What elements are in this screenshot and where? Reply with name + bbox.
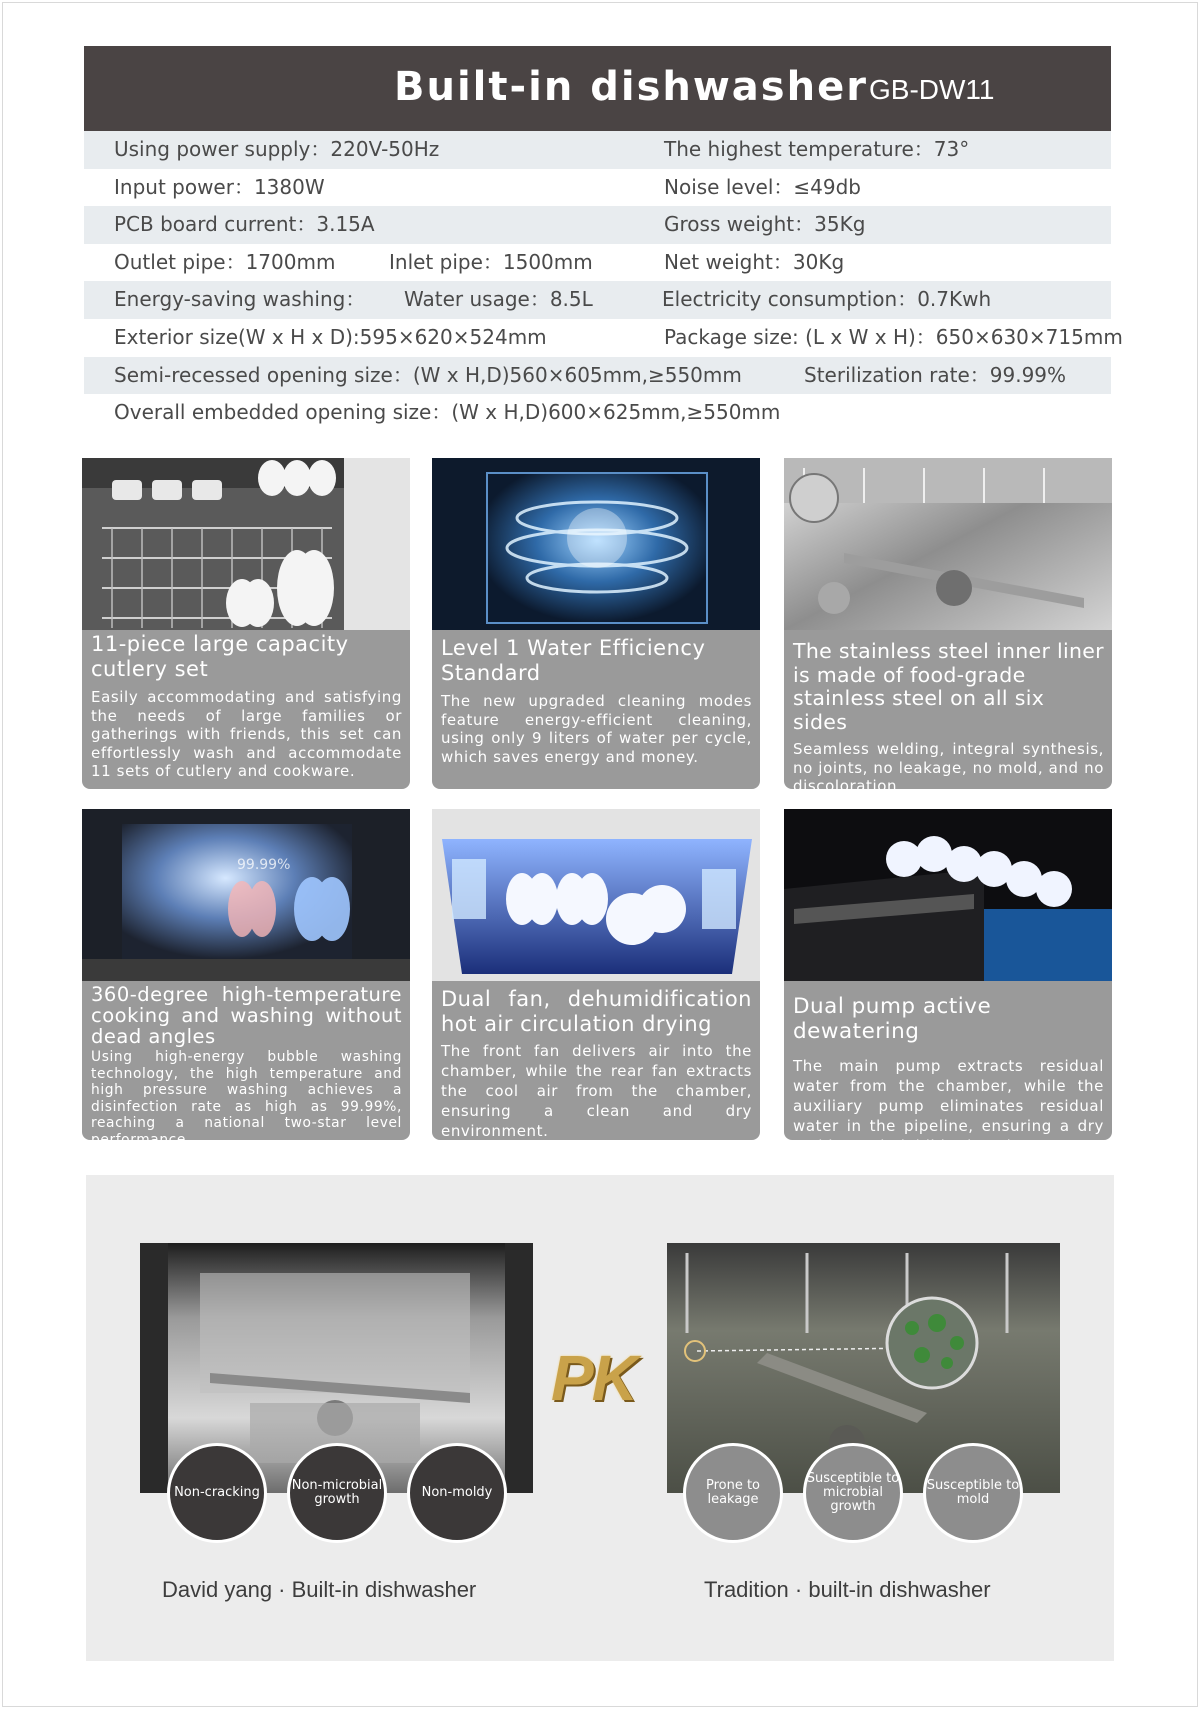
high-temperature-photo [82, 809, 410, 981]
feature-caption [441, 987, 752, 1141]
comparison-section [86, 1175, 1114, 1661]
spec-row [84, 394, 1111, 432]
feature-description: The front fan delivers air into the chamber, while the rear fan extracts the cool air from the chamber, ensuring a clean and dry environment. [441, 1042, 752, 1140]
header-bar [84, 46, 1111, 131]
spec-table [84, 131, 1123, 432]
feature-description: The new upgraded cleaning modes feature energy-efficient cleaning, using only 9 liters of water per cycle, which saves energy and money. [441, 692, 752, 766]
feature-card [784, 458, 1112, 795]
spec-package-size: Package size: (L x W x H)：650×630×715mm [664, 324, 1123, 349]
david-yang-caption: David yang · Built-in dishwasher [162, 1577, 477, 1602]
feature-card [432, 458, 760, 789]
feature-title: Dual fan, dehumidification hot air circulation drying [441, 987, 752, 1036]
spec-row [84, 281, 1111, 319]
feature-caption [793, 640, 1104, 796]
sterilization-overlay-label: 99.99% [237, 857, 291, 873]
feature-card [432, 809, 760, 1140]
feature-card [82, 458, 410, 789]
feature-caption [793, 994, 1104, 1156]
spec-water-usage: Water usage：8.5L [404, 287, 593, 312]
bubble-non-cracking: Non-cracking [167, 1443, 267, 1543]
spec-row [84, 206, 1111, 244]
feature-caption [91, 984, 402, 1148]
feature-title: Level 1 Water Efficiency Standard [441, 636, 706, 685]
feature-title: 11-piece large capacity cutlery set [91, 632, 349, 681]
bubble-non-moldy: Non-moldy [407, 1443, 507, 1543]
feature-title: Dual pump active dewatering [793, 994, 992, 1044]
page-title: Built-in dishwasher [394, 64, 868, 110]
feature-caption [441, 636, 752, 766]
bubble-susceptible-to-mold: Susceptible to mold [923, 1443, 1023, 1543]
stainless-liner-photo [784, 458, 1112, 630]
water-efficiency-photo [432, 458, 760, 630]
spec-outlet-pipe: Outlet pipe：1700mm [114, 249, 336, 274]
spec-row [84, 357, 1111, 395]
spec-energy-saving: Energy-saving washing： [114, 287, 366, 312]
feature-title: The stainless steel inner liner is made of food-grade stainless steel on all six sides [793, 639, 1104, 734]
feature-description: The main pump extracts residual water from the chamber, while the auxiliary pump eliminates residual water in the pipeline, ensuring a dry and bacteria-inhibited environment. [793, 1057, 1104, 1155]
model-number: GB-DW11 [869, 74, 995, 105]
cutlery-rack-photo [82, 458, 410, 630]
feature-card [784, 809, 1112, 1155]
bubble-non-microbial-growth: Non-microbial growth [287, 1443, 387, 1543]
spec-row [84, 244, 1111, 282]
spec-row [84, 169, 1111, 207]
spec-input-power: Input power：1380W [114, 174, 325, 199]
spec-gross-weight: Gross weight：35Kg [664, 212, 866, 237]
pk-emblem: PK [551, 1342, 636, 1414]
spec-highest-temperature: The highest temperature：73° [664, 137, 970, 161]
spec-row [84, 319, 1123, 357]
traditional-caption: Tradition · built-in dishwasher [704, 1577, 991, 1602]
spec-inlet-pipe: Inlet pipe：1500mm [389, 249, 593, 274]
spec-exterior-size: Exterior size(W x H x D):595×620×524mm [114, 324, 547, 349]
spec-row [84, 131, 1111, 169]
feature-title: 360-degree high-temperature cooking and washing without dead angles [91, 983, 402, 1048]
spec-semi-recessed-opening: Semi-recessed opening size：(W x H,D)560×605mm,≥550mm [114, 362, 742, 387]
feature-description: Using high-energy bubble washing technology, the high temperature and high pressure washing achieves a disinfection rate as high as 99.99%, reaching a national two-star level performance. [91, 1049, 402, 1148]
spec-electricity: Electricity consumption：0.7Kwh [662, 287, 992, 312]
spec-pcb-current: PCB board current：3.15A [114, 212, 375, 237]
hot-air-drying-photo [432, 809, 760, 981]
spec-net-weight: Net weight：30Kg [664, 249, 845, 274]
bubble-prone-to-leakage: Prone to leakage [683, 1443, 783, 1543]
spec-embedded-opening: Overall embedded opening size：(W x H,D)600×625mm,≥550mm [114, 400, 781, 425]
feature-caption [91, 632, 402, 781]
feature-description: Seamless welding, integral synthesis, no joints, no leakage, no mold, and no discoloration. [793, 740, 1104, 795]
bubble-susceptible-microbial-growth: Susceptible to microbial growth [803, 1443, 903, 1543]
spec-power-supply: Using power supply：220V-50Hz [114, 137, 440, 161]
dual-pump-photo [784, 809, 1112, 981]
spec-sterilization-rate: Sterilization rate：99.99% [804, 362, 1067, 387]
feature-card [82, 809, 410, 1148]
feature-description: Easily accommodating and satisfying the needs of large families or gatherings with friends, this set can effortlessly wash and accommodate 11 sets of cutlery and cookware. [91, 688, 402, 780]
spec-noise-level: Noise level：≤49db [664, 174, 861, 199]
